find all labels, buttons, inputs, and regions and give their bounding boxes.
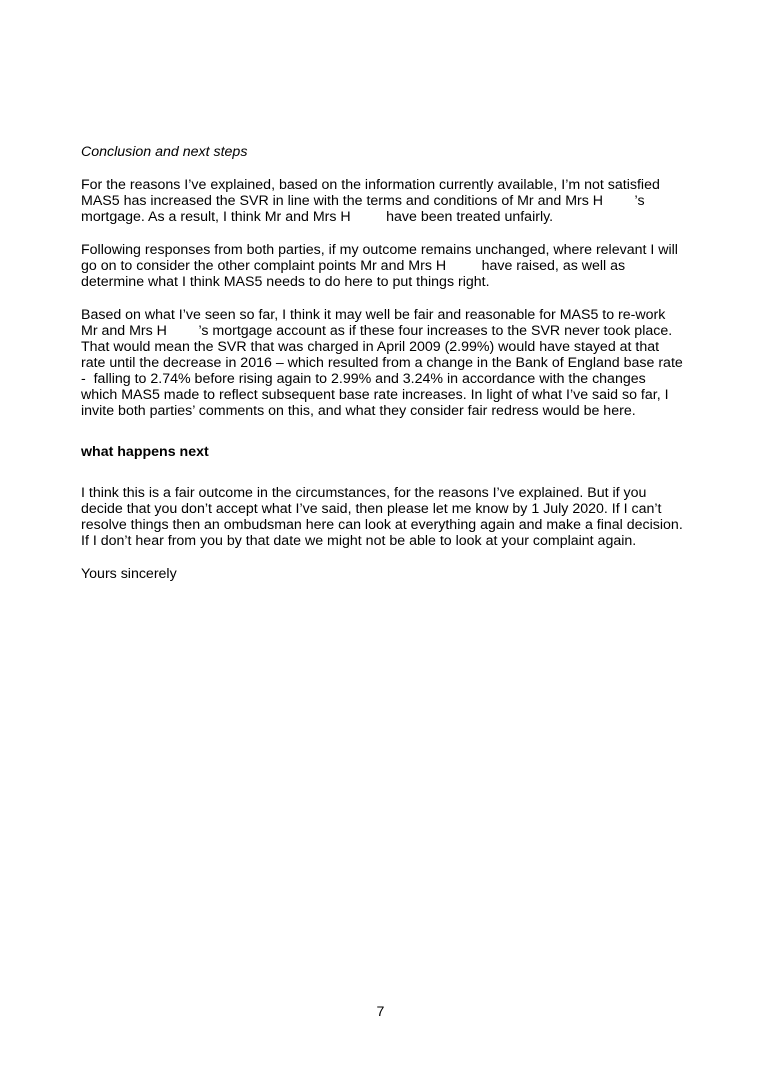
- text-line: Based on what I’ve seen so far, I think it may well be fair and reasonable for MAS5 to re-work: [81, 307, 666, 323]
- text-line: MAS5 has increased the SVR in line with the terms and conditions of Mr and Mrs H ’s: [81, 193, 645, 209]
- text-line: If I don’t hear from you by that date we might not be able to look at your complaint again.: [81, 533, 637, 549]
- text-line: go on to consider the other complaint points Mr and Mrs H have raised, as well as: [81, 258, 626, 274]
- text-line: mortgage. As a result, I think Mr and Mrs H have been treated unfairly.: [81, 209, 554, 225]
- section-heading-conclusion: Conclusion and next steps: [81, 144, 248, 160]
- text-line: resolve things then an ombudsman here can look at everything again and make a final decision.: [81, 517, 683, 533]
- page-number: 7: [376, 1004, 385, 1020]
- text-line: decide that you don’t accept what I’ve said, then please let me know by 1 July 2020. If I can’t: [81, 501, 662, 517]
- text-line: Following responses from both parties, if my outcome remains unchanged, where relevant I will: [81, 242, 678, 258]
- signoff: Yours sincerely: [81, 566, 177, 582]
- text-line: rate until the decrease in 2016 – which resulted from a change in the Bank of England base rate: [81, 355, 683, 371]
- text-line: determine what I think MAS5 needs to do here to put things right.: [81, 274, 490, 290]
- text-line: invite both parties’ comments on this, and what they consider fair redress would be here.: [81, 403, 636, 419]
- text-line: - falling to 2.74% before rising again to 2.99% and 3.24% in accordance with the changes: [81, 371, 646, 387]
- section-heading-what-happens-next: what happens next: [81, 444, 209, 460]
- text-line: That would mean the SVR that was charged in April 2009 (2.99%) would have stayed at that: [81, 339, 660, 355]
- text-line: Mr and Mrs H ’s mortgage account as if these four increases to the SVR never took place.: [81, 323, 673, 339]
- text-line: For the reasons I’ve explained, based on the information currently available, I’m not satisfied: [81, 177, 660, 193]
- text-line: which MAS5 made to reflect subsequent base rate increases. In light of what I’ve said so far, I: [81, 387, 669, 403]
- text-line: I think this is a fair outcome in the circumstances, for the reasons I’ve explained. But if you: [81, 485, 647, 501]
